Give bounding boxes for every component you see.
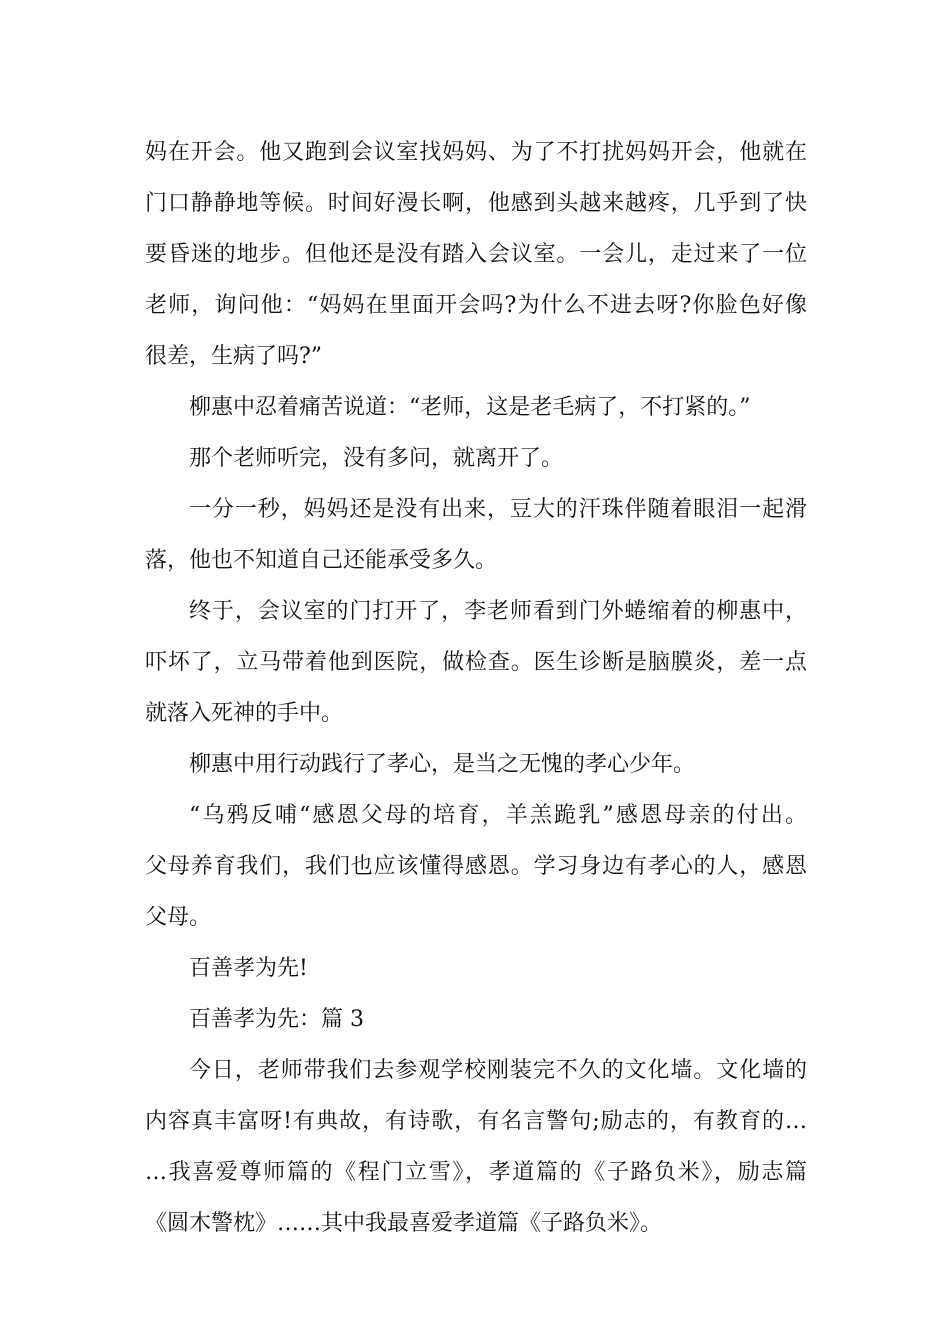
text-line: 百善孝为先! [189, 956, 308, 981]
paragraph-3 [145, 433, 807, 484]
text-line: 父母。 [145, 905, 212, 930]
text-line: 一分一秒，妈妈还是没有出来，豆大的汗珠伴随着眼泪一起滑 [189, 497, 807, 522]
document-body [145, 127, 807, 1249]
text-line: 妈在开会。他又跑到会议室找妈妈、为了不打扰妈妈开会，他就在 [145, 140, 807, 165]
text-line: 内容真丰富呀!有典故，有诗歌，有名言警句;励志的，有教育的… [145, 1109, 807, 1134]
text-line: 就落入死神的手中。 [145, 701, 344, 726]
text-line: 终于，会议室的门打开了，李老师看到门外蜷缩着的柳惠中， [189, 599, 807, 624]
text-line: 那个老师听完，没有多问，就离开了。 [189, 446, 564, 471]
paragraph-5 [145, 586, 807, 739]
text-line: 百善孝为先：篇 3 [189, 1007, 364, 1032]
text-line: 柳惠中忍着痛苦说道：“老师，这是老毛病了，不打紧的。” [189, 395, 751, 420]
paragraph-4 [145, 484, 807, 586]
text-line: 落，他也不知道自己还能承受多久。 [145, 548, 498, 573]
text-line: 父母养育我们，我们也应该懂得感恩。学习身边有孝心的人，感恩 [145, 854, 807, 879]
paragraph-7 [145, 790, 807, 943]
text-line: …我喜爱尊师篇的《程门立雪》，孝道篇的《子路负米》，励志篇 [145, 1160, 807, 1185]
paragraph-1 [145, 127, 807, 382]
text-line: 很差，生病了吗?” [145, 344, 323, 369]
text-line: “乌鸦反哺“感恩父母的培育，羊羔跪乳”感恩母亲的付出。 [189, 803, 807, 828]
paragraph-2 [145, 382, 807, 433]
text-line: 要昏迷的地步。但他还是没有踏入会议室。一会儿，走过来了一位 [145, 242, 807, 267]
paragraph-10 [145, 1045, 807, 1249]
paragraph-6 [145, 739, 807, 790]
text-line: 今日，老师带我们去参观学校刚装完不久的文化墙。文化墙的 [189, 1058, 807, 1083]
text-line: 老师，询问他：“妈妈在里面开会吗?为什么不进去呀?你脸色好像 [145, 293, 807, 318]
paragraph-8 [145, 943, 807, 994]
text-line: 柳惠中用行动践行了孝心，是当之无愧的孝心少年。 [189, 752, 696, 777]
section-heading [145, 994, 807, 1045]
text-line: 吓坏了，立马带着他到医院，做检查。医生诊断是脑膜炎，差一点 [145, 650, 807, 675]
text-line: 《圆木警枕》……其中我最喜爱孝道篇《子路负米》。 [145, 1211, 663, 1236]
text-line: 门口静静地等候。时间好漫长啊，他感到头越来越疼，几乎到了快 [145, 191, 807, 216]
